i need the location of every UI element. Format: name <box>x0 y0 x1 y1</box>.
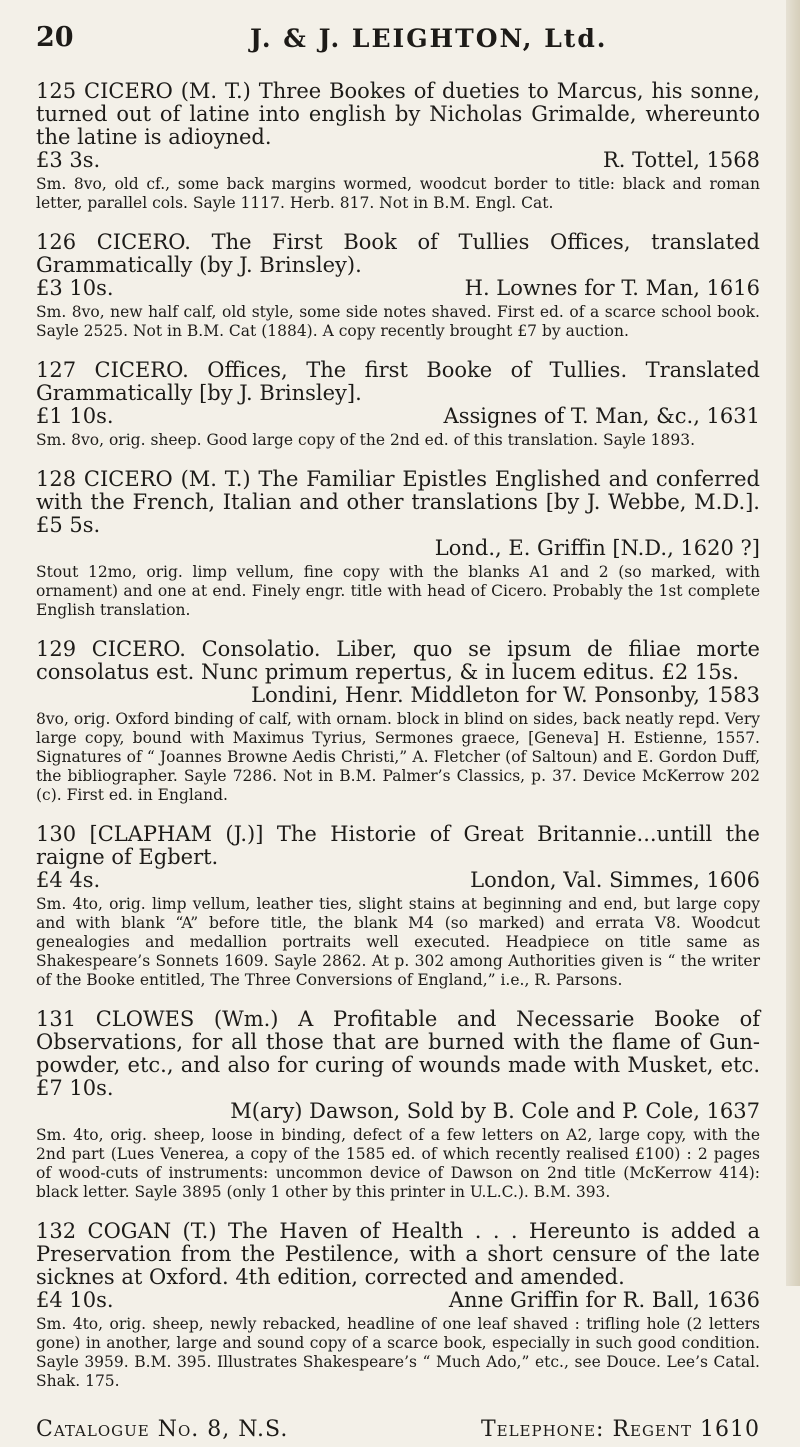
imprint-line <box>36 684 760 707</box>
entry-heading: 125 CICERO (M. T.) Three Bookes of dueties to Marcus, his sonne, turned out of latine into english by Nicholas Grimalde, whereunto the latine is adioyned. <box>36 79 760 149</box>
catalogue-page <box>36 22 760 1447</box>
catalogue-number: Catalogue No. 8, N.S. <box>36 1417 289 1442</box>
catalogue-entry <box>36 1220 760 1391</box>
telephone: Telephone: Regent 1610 <box>480 1417 760 1442</box>
entry-price: £1 10s. <box>36 405 114 428</box>
entry-heading: 127 CICERO. Offices, The first Booke of Tullies. Translated Grammatically [by J. Brinsley]. <box>36 358 760 405</box>
catalogue-entry <box>36 80 760 213</box>
firm-name: J. & J. LEIGHTON, Ltd. <box>250 24 608 53</box>
catalogue-entry <box>36 468 760 620</box>
entry-heading: 132 COGAN (T.) The Haven of Health . . . Hereunto is added a Preservation from the Pestilence, with a short censure of the late sicknes at Oxford. 4th edition, corrected and amended. <box>36 1219 760 1289</box>
entry-description: Sm. 4to, orig. sheep, loose in binding, defect of a few letters on A2, large copy, with the 2nd part (Lues Venerea, a copy of the 1585 ed. of which recently realised £100) : 2 pages of wood-cuts of instruments: uncommon device of Dawson on 2nd title (McKerrow 414): black letter. Sayle 3895 (only 1 other by this printer in U.L.C.). B.M. 393. <box>36 1126 760 1201</box>
entry-heading: 126 CICERO. The First Book of Tullies Offices, translated Grammatically (by J. Brinsley). <box>36 230 760 277</box>
entry-imprint: Londini, Henr. Middleton for W. Ponsonby, 1583 <box>251 684 760 707</box>
catalogue-entry <box>36 359 760 450</box>
entry-description: Sm. 4to, orig. sheep, newly rebacked, headline of one leaf shaved : trifling hole (2 letters gone) in another, large and sound copy of a scarce book, especially in such good condition. Sayle 3959. B.M. 395. Illustrates Shakespeare’s “ Much Ado,” etc., see Douce. Lee’s Catal. Shak. 175. <box>36 1315 760 1390</box>
catalogue-entry <box>36 638 760 805</box>
running-head <box>36 22 760 62</box>
entry-imprint: M(ary) Dawson, Sold by B. Cole and P. Cole, 1637 <box>230 1100 760 1123</box>
entry-description: Sm. 8vo, new half calf, old style, some side notes shaved. First ed. of a scarce school book. Sayle 2525. Not in B.M. Cat (1884). A copy recently brought £7 by auction. <box>36 303 760 340</box>
entry-price: £3 3s. <box>36 149 101 172</box>
imprint-line <box>36 537 760 560</box>
entry-price: £3 10s. <box>36 277 114 300</box>
imprint-line <box>36 405 760 428</box>
entry-list <box>36 80 760 1391</box>
entry-imprint: Assignes of T. Man, &c., 1631 <box>443 405 760 428</box>
imprint-line <box>36 1289 760 1312</box>
entry-heading: 131 CLOWES (Wm.) A Profitable and Necessarie Booke of Observations, for all those that are burned with the flame of Gun-powder, etc., and also for curing of wounds made with Musket, etc. £7 10s. <box>36 1007 760 1100</box>
imprint-line <box>36 149 760 172</box>
catalogue-entry <box>36 1008 760 1202</box>
entry-price: £4 4s. <box>36 869 101 892</box>
page-edge <box>786 0 800 1286</box>
imprint-line <box>36 277 760 300</box>
entry-heading: 129 CICERO. Consolatio. Liber, quo se ipsum de filiae morte consolatus est. Nunc primum repertus, & in lucem editus. £2 15s. <box>36 637 760 684</box>
entry-description: Stout 12mo, orig. limp vellum, fine copy with the blanks A1 and 2 (so marked, with ornament) and one at end. Finely engr. title with head of Cicero. Probably the 1st complete English translation. <box>36 563 760 619</box>
entry-imprint: Anne Griffin for R. Ball, 1636 <box>448 1289 760 1312</box>
entry-description: Sm. 8vo, orig. sheep. Good large copy of the 2nd ed. of this translation. Sayle 1893. <box>36 431 696 449</box>
imprint-line <box>36 869 760 892</box>
catalogue-entry <box>36 823 760 990</box>
entry-imprint: H. Lownes for T. Man, 1616 <box>464 277 760 300</box>
entry-price: £4 10s. <box>36 1289 114 1312</box>
footer <box>36 1417 760 1447</box>
entry-imprint: Lond., E. Griffin [N.D., 1620 ?] <box>434 537 760 560</box>
entry-imprint: London, Val. Simmes, 1606 <box>470 869 760 892</box>
entry-description: Sm. 4to, orig. limp vellum, leather ties, slight stains at beginning and end, but large copy and with blank “A” before title, the blank M4 (so marked) and errata V8. Woodcut genealogies and medallion portraits well executed. Headpiece on title same as Shakespeare’s Sonnets 1609. Sayle 2862. At p. 302 among Authorities given is “ the writer of the Booke entitled, The Three Conversions of England,” i.e., R. Parsons. <box>36 895 760 989</box>
entry-description: 8vo, orig. Oxford binding of calf, with ornam. block in blind on sides, back neatly repd. Very large copy, bound with Maximus Tyrius, Sermones graece, [Geneva] H. Estienne, 1557. Signatures of “ Joannes Browne Aedis Christi,” A. Fletcher (of Saltoun) and E. Gordon Duff, the bibliographer. Sayle 7286. Not in B.M. Palmer’s Classics, p. 37. Device McKerrow 202 (c). First ed. in England. <box>36 710 760 804</box>
entry-heading: 128 CICERO (M. T.) The Familiar Epistles Englished and conferred with the French, Italian and other translations [by J. Webbe, M.D.]. £5 5s. <box>36 467 760 537</box>
imprint-line <box>36 1100 760 1123</box>
entry-description: Sm. 8vo, old cf., some back margins wormed, woodcut border to title: black and roman letter, parallel cols. Sayle 1117. Herb. 817. Not in B.M. Engl. Cat. <box>36 175 760 212</box>
catalogue-entry <box>36 231 760 341</box>
page-number: 20 <box>36 22 74 53</box>
entry-imprint: R. Tottel, 1568 <box>603 149 760 172</box>
entry-heading: 130 [CLAPHAM (J.)] The Historie of Great Britannie...untill the raigne of Egbert. <box>36 822 760 869</box>
